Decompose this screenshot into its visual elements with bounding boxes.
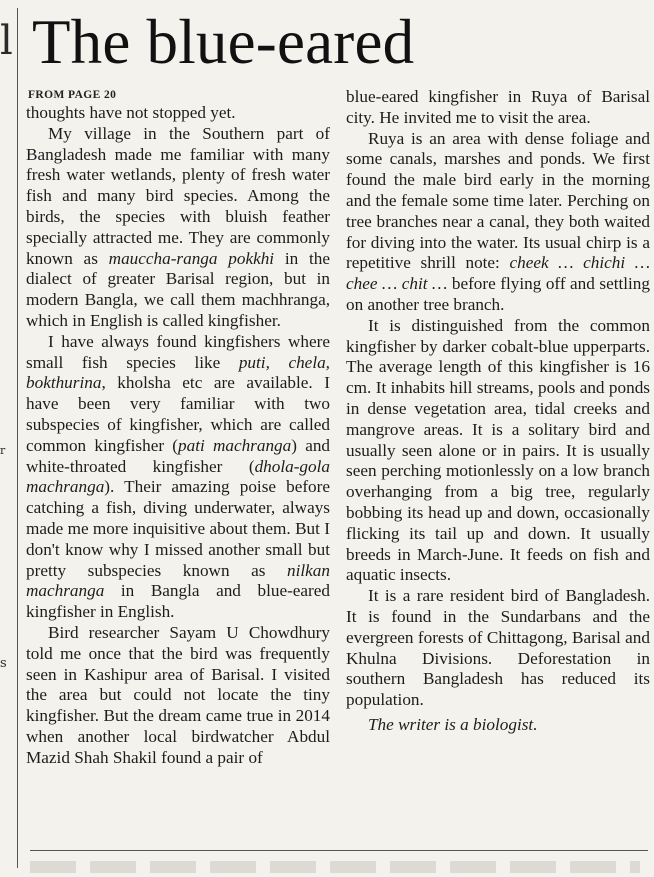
italic-term: dhola-gola machranga <box>26 456 330 497</box>
italic-term: cheek … chichi … chee … chit … <box>346 253 650 294</box>
previous-column-edge <box>0 0 14 877</box>
article-column-left <box>26 103 330 848</box>
paragraph-text: ). Their amazing poise before catching a fish, diving underwater, always made me more inquisitive about them. But I don't know why I missed another small but pretty subspecies known as <box>26 477 330 580</box>
paragraph-text: ) and white-throated kingfisher ( <box>26 435 330 476</box>
article-paragraph <box>346 129 650 316</box>
column-divider <box>17 8 18 868</box>
paragraph-text: I have always found kingfishers where small fish species like <box>26 331 330 372</box>
previous-column-fragment: r <box>0 444 6 457</box>
italic-term: nilkan machranga <box>26 560 330 601</box>
paragraph-text: Bird researcher Sayam U Chowdhury told me once that the bird was frequently seen in Kashipur area of Barisal. I visited the area but could not locate the tiny kingfisher. But the dream came true in 2014 when another local birdwatcher Abdul Mazid Shah Shakil found a pair of <box>26 622 330 767</box>
paragraph-text: Ruya is an area with dense foliage and some canals, marshes and ponds. We first found the male bird early in the morning and the female some time later. Perching on tree branches near a canal, they both waited for diving into the water. Its usual chirp is a repetitive shrill note: <box>346 128 650 273</box>
article-paragraph <box>346 586 650 711</box>
italic-term: pati machranga <box>178 435 292 455</box>
article-paragraph <box>346 87 650 129</box>
article-paragraph <box>26 103 330 124</box>
paragraph-text: It is distinguished from the common kingfisher by darker cobalt-blue upperparts. The average length of this kingfisher is 16 cm. It inhabits hill streams, pools and ponds in dense vegetation area, tidal creeks and mangrove areas. It is a solitary bird and usually seen alone or in pairs. It is usually seen perching motionlessly on a low branch overhanging from a big tree, regularly bobbing its head up and down, occasionally flicking its tail up and down. It usually breeds in March-June. It feeds on fish and aquatic insects. <box>346 315 650 585</box>
bottom-rule <box>30 850 648 851</box>
article-paragraph <box>26 124 330 332</box>
paragraph-text: before flying off and settling on another tree branch. <box>346 274 650 314</box>
article-column-right <box>346 87 650 842</box>
article-paragraph <box>346 316 650 586</box>
continuation-kicker: FROM PAGE 20 <box>28 89 117 101</box>
author-credit: The writer is a biologist. <box>368 714 538 734</box>
article-paragraph <box>26 332 330 623</box>
paragraph-text: My village in the Southern part of Bangladesh made me familiar with many fresh water wetlands, plenty of fresh water fish and many bird species. Among the birds, the species with bluish feather specially attracted me. They are commonly known as <box>26 123 330 268</box>
previous-column-fragment: s <box>0 656 7 671</box>
paragraph-text: in Bangla and blue-eared kingfisher in English. <box>26 581 330 622</box>
paragraph-text: It is a rare resident bird of Bangladesh. It is found in the Sundarbans and the evergreen forests of Chittagong, Barisal and Khulna Divisions. Deforestation in southern Bangladesh has reduced its population. <box>346 586 650 710</box>
next-article-bleed <box>30 861 640 873</box>
previous-column-fragment: l <box>0 18 13 64</box>
headline: The blue-eared <box>32 7 415 77</box>
paragraph-text: , kholsha etc are available. I have been very familiar with two subspecies of kingfisher, which are called common kingfisher ( <box>26 373 330 455</box>
paragraph-text: blue-eared kingfisher in Ruya of Barisal city. He invited me to visit the area. <box>346 87 650 127</box>
article-paragraph <box>26 623 330 769</box>
italic-term: puti, chela, bokthurina <box>26 352 330 393</box>
paragraph-text: in the dialect of greater Barisal region, but in modern Bangla, we call them machhranga, which in English is called kingfisher. <box>26 248 330 330</box>
paragraph-text: thoughts have not stopped yet. <box>26 103 236 122</box>
italic-term: mauccha-ranga pokkhi <box>108 248 275 268</box>
